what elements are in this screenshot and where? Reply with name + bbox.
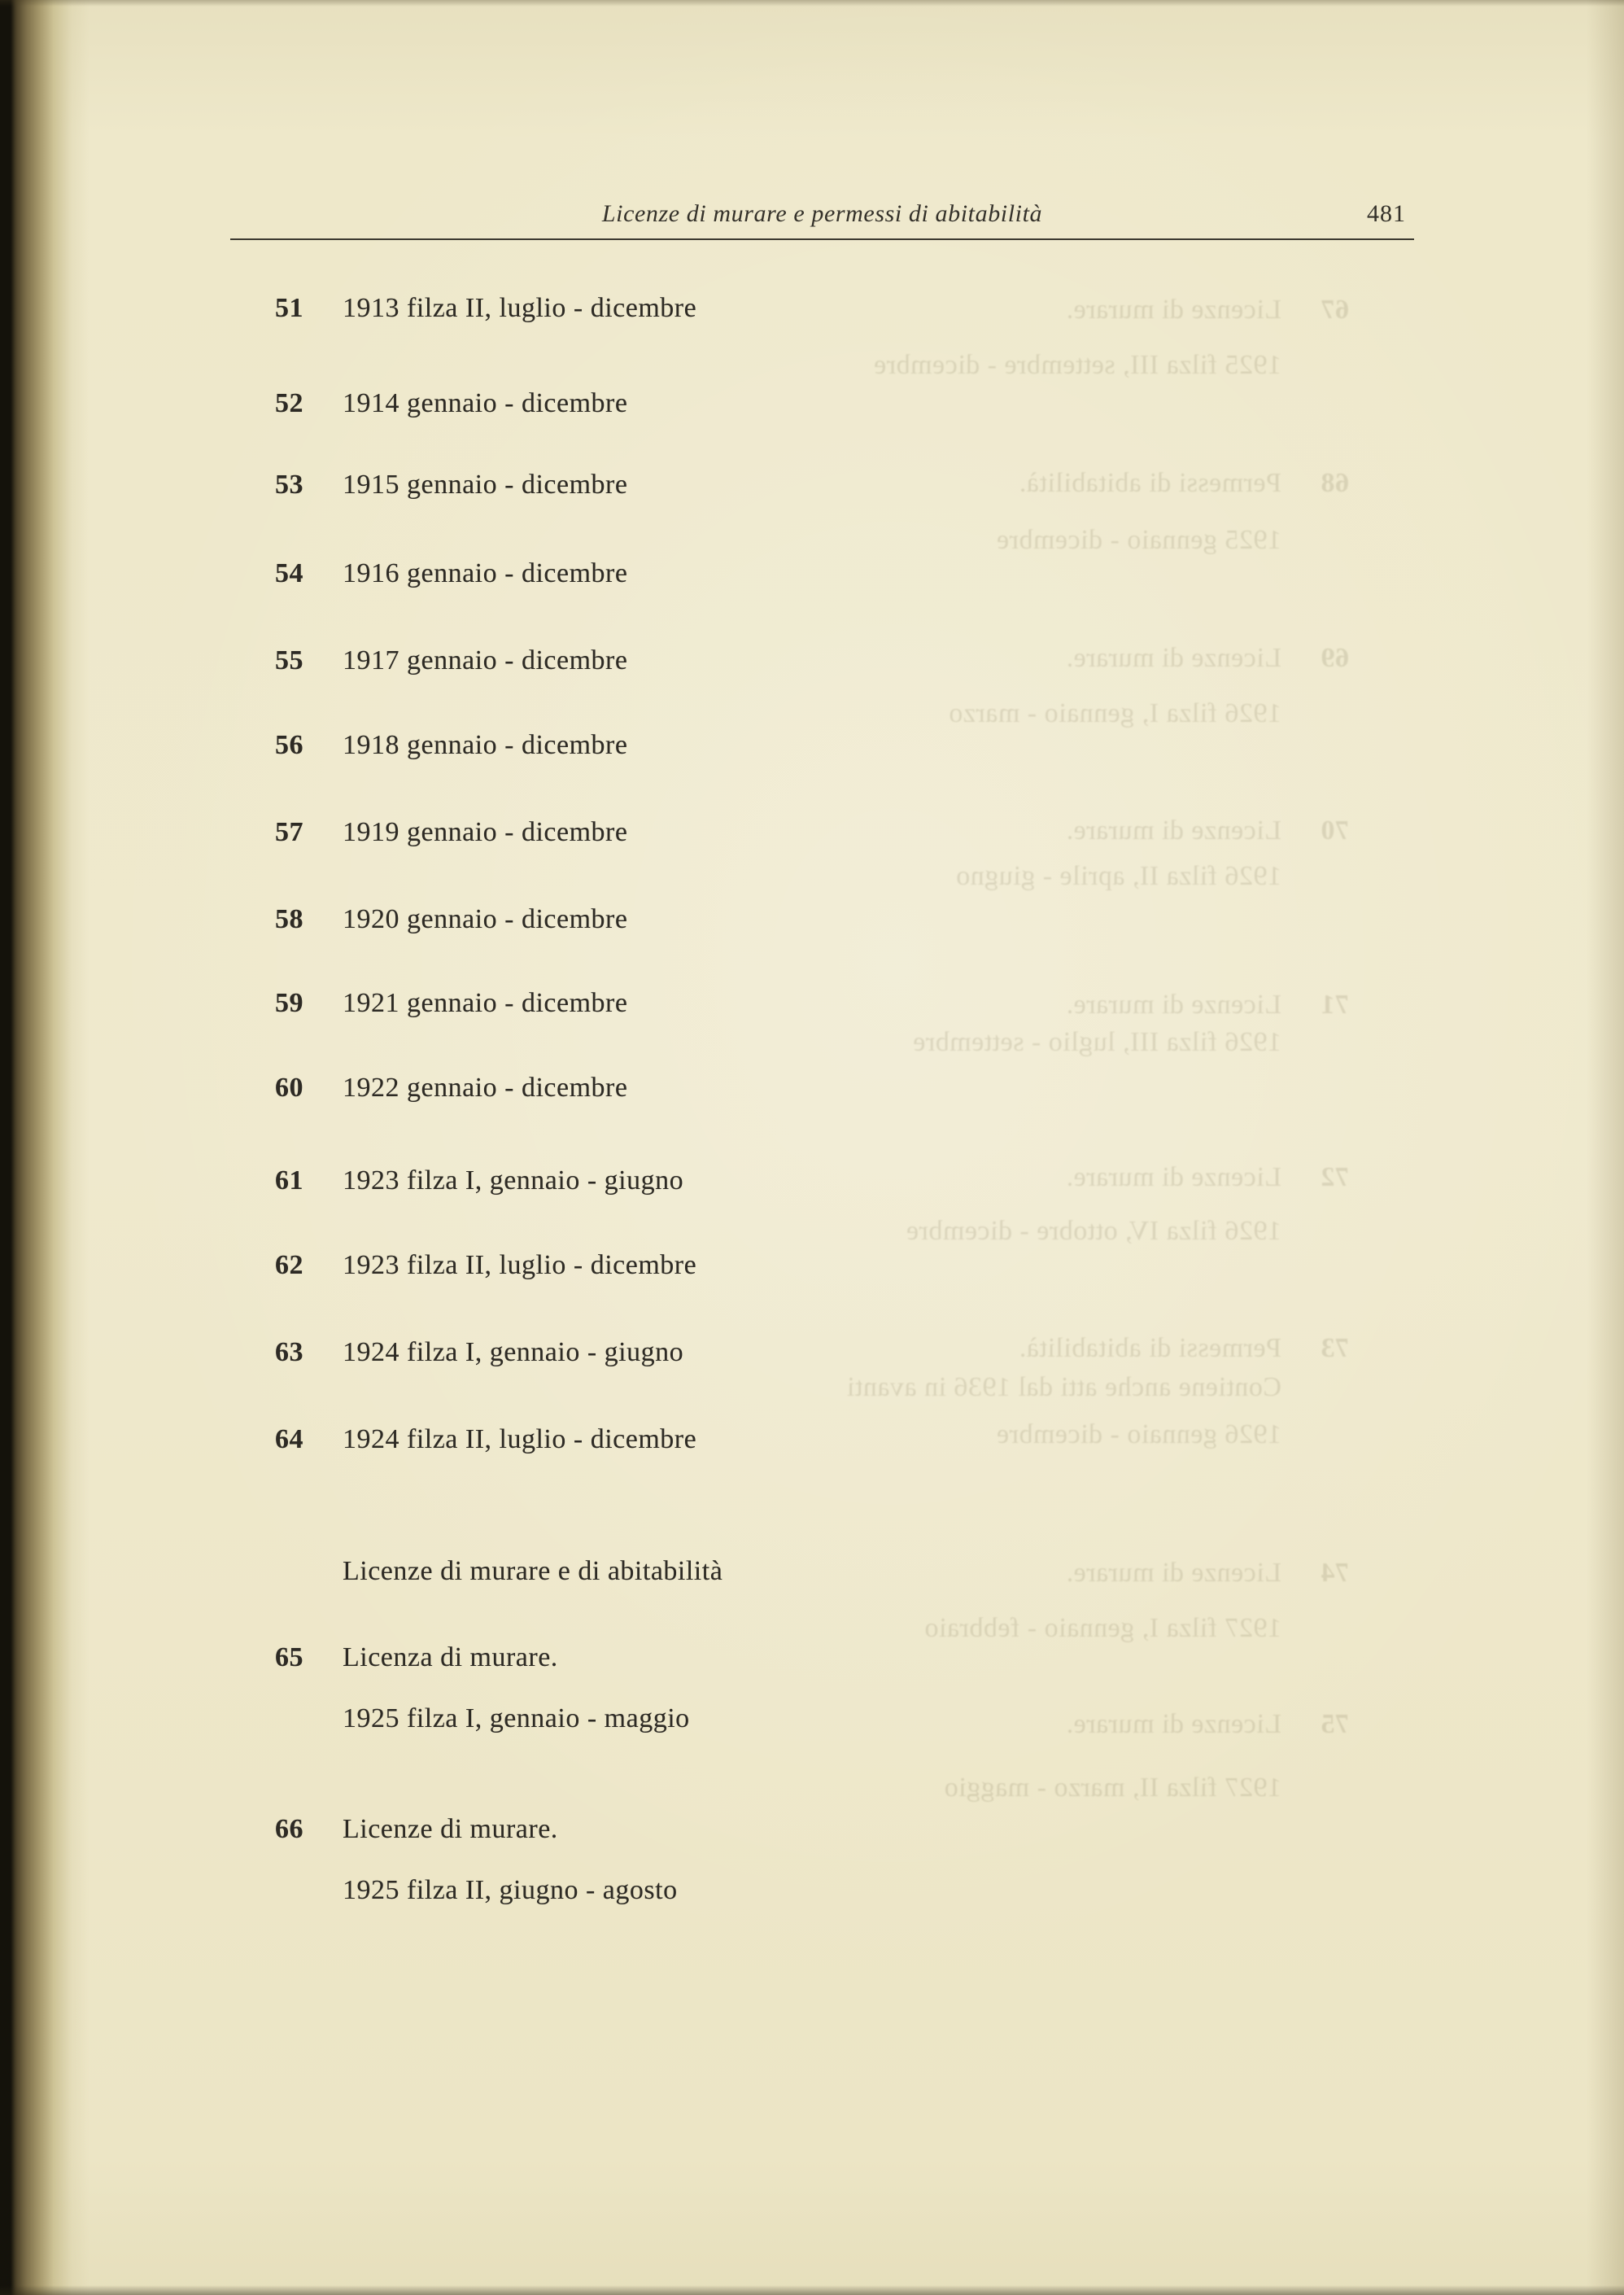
entry-number: 59 [275, 988, 303, 1018]
entry-number: 53 [275, 470, 303, 500]
entry-text: Licenze di murare. [343, 1814, 558, 1844]
bleedthrough-line: 1926 filza III, luglio - settembre [912, 1027, 1281, 1057]
running-header-title: Licenze di murare e permessi di abitabilità [601, 200, 1043, 227]
entry-text: 1919 gennaio - dicembre [343, 817, 628, 847]
entry-text: 1915 gennaio - dicembre [343, 470, 628, 500]
entry-text: Licenza di murare. [343, 1642, 558, 1672]
entry-number: 56 [275, 730, 303, 760]
entry-row [275, 470, 627, 501]
entry-number: 54 [275, 558, 303, 588]
bleedthrough-line: 1926 filza IV, ottobre - dicembre [906, 1216, 1281, 1246]
bleedthrough-line: 1926 filza I, gennaio - marzo [948, 698, 1281, 728]
bleedthrough-line: 73 Permessi di abitabilità. [1019, 1333, 1349, 1363]
entry-row [275, 1814, 558, 1845]
entry-row [275, 988, 627, 1019]
bleedthrough-line: 1925 filza III, settembre - dicembre [873, 350, 1281, 380]
entry-number: 52 [275, 388, 303, 418]
entry-number: 65 [275, 1642, 303, 1672]
entry-row [275, 730, 627, 761]
entry-row [275, 293, 696, 324]
entry-row [275, 904, 627, 935]
section-heading: Licenze di murare e di abitabilità [343, 1556, 723, 1586]
bleedthrough-line: 1927 filza I, gennaio - febbraio [924, 1613, 1281, 1643]
bleedthrough-line: 72 Licenze di murare. [1066, 1162, 1349, 1192]
entry-row [275, 1250, 696, 1281]
entry-text: 1924 filza I, gennaio - giugno [343, 1337, 684, 1367]
entry-number: 63 [275, 1337, 303, 1367]
entry-text: 1923 filza II, luglio - dicembre [343, 1250, 697, 1280]
header-rule [230, 238, 1414, 240]
entry-row [275, 645, 627, 676]
entry-row [275, 558, 627, 589]
entry-text: 1924 filza II, luglio - dicembre [343, 1424, 697, 1454]
entry-row [275, 1642, 558, 1673]
entry-text: 1913 filza II, luglio - dicembre [343, 293, 697, 323]
entry-row [275, 388, 627, 419]
page-right-edge [1587, 0, 1624, 2295]
entry-number: 60 [275, 1073, 303, 1103]
entry-number: 57 [275, 817, 303, 847]
entry-number: 61 [275, 1165, 303, 1196]
entry-text: 1918 gennaio - dicembre [343, 730, 628, 760]
entry-row [275, 817, 627, 848]
bleedthrough-line: 1927 filza II, marzo - maggio [944, 1773, 1281, 1803]
entry-number: 55 [275, 645, 303, 675]
bleedthrough-line: 70 Licenze di murare. [1066, 815, 1349, 846]
entry-number: 66 [275, 1814, 303, 1844]
bleedthrough-line: 69 Licenze di murare. [1066, 643, 1349, 673]
entry-subline: 1925 filza II, giugno - agosto [343, 1875, 678, 1905]
entry-text: 1916 gennaio - dicembre [343, 558, 628, 588]
entry-text: 1923 filza I, gennaio - giugno [343, 1165, 684, 1196]
bleedthrough-line: 71 Licenze di murare. [1066, 990, 1349, 1020]
entry-row [275, 1165, 683, 1196]
entry-text: 1921 gennaio - dicembre [343, 988, 628, 1018]
entry-text: 1914 gennaio - dicembre [343, 388, 628, 418]
page-top-edge [0, 0, 1624, 7]
running-header [230, 200, 1414, 233]
bleedthrough-line: 74 Licenze di murare. [1066, 1558, 1349, 1588]
entry-text: 1917 gennaio - dicembre [343, 645, 628, 675]
entry-text: 1920 gennaio - dicembre [343, 904, 628, 934]
bleedthrough-line: 1926 filza II, aprile - giugno [955, 861, 1281, 891]
bleedthrough-line: 1926 gennaio - dicembre [996, 1419, 1281, 1449]
entry-text: 1922 gennaio - dicembre [343, 1073, 628, 1103]
bleedthrough-line: 67 Licenze di murare. [1066, 295, 1349, 325]
bleedthrough-line: Contiene anche atti dal 1936 in avanti [846, 1372, 1281, 1402]
entry-number: 58 [275, 904, 303, 934]
book-gutter-edge [0, 0, 89, 2295]
bleedthrough-line: 75 Licenze di murare. [1066, 1709, 1349, 1739]
bleedthrough-line: 68 Permessi di abitabilità. [1019, 468, 1349, 498]
entry-number: 62 [275, 1250, 303, 1280]
entry-number: 51 [275, 293, 303, 323]
entry-row [275, 1073, 627, 1104]
entry-row [275, 1337, 683, 1368]
bleedthrough-line: 1925 gennaio - dicembre [996, 525, 1281, 555]
entry-number: 64 [275, 1424, 303, 1454]
entry-row [275, 1424, 696, 1455]
page-bottom-edge [0, 2285, 1624, 2295]
page-number: 481 [1367, 200, 1406, 227]
entry-subline: 1925 filza I, gennaio - maggio [343, 1703, 690, 1733]
